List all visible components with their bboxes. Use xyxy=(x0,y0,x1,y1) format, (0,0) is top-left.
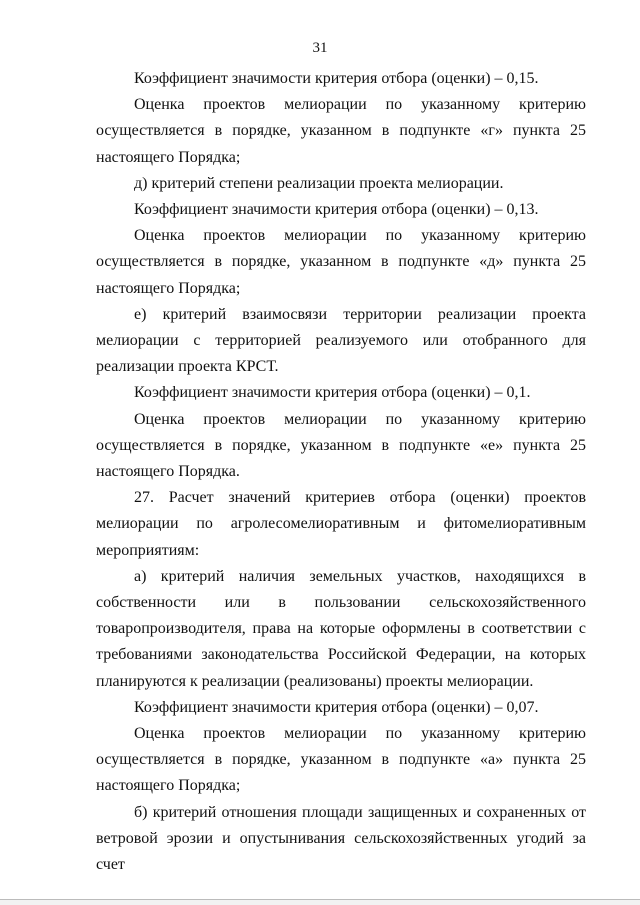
paragraph: Коэффициент значимости критерия отбора (оценки) – 0,07. xyxy=(134,698,539,716)
page-number: 31 xyxy=(312,40,328,56)
paragraph: д) критерий степени реализации проекта мелиорации. xyxy=(134,174,504,192)
paragraph: Оценка проектов мелиорации по указанному критерию осуществляется в порядке, указанном в подпункте «г» пункта 25 настоящего Порядка; xyxy=(96,96,586,166)
paragraph: Оценка проектов мелиорации по указанному критерию осуществляется в порядке, указанном в подпункте «д» пункта 25 настоящего Порядка; xyxy=(96,227,586,297)
paragraph: 27. Расчет значений критериев отбора (оценки) проектов мелиорации по агролесомелиоративным и фитомелиоративным мероприятиям: xyxy=(96,489,586,559)
paragraph: Оценка проектов мелиорации по указанному критерию осуществляется в порядке, указанном в подпункте «а» пункта 25 настоящего Порядка; xyxy=(96,725,586,795)
paragraph: б) критерий отношения площади защищенных и сохраненных от ветровой эрозии и опустынивания сельскохозяйственных угодий за счет xyxy=(96,803,586,874)
paragraph: Коэффициент значимости критерия отбора (оценки) – 0,13. xyxy=(134,201,539,219)
document-body xyxy=(96,66,586,878)
scan-edge xyxy=(0,899,640,905)
paragraph: Коэффициент значимости критерия отбора (оценки) – 0,15. xyxy=(134,70,539,87)
paragraph: а) критерий наличия земельных участков, находящихся в собственности или в пользовании сельскохозяйственного товаропроизводителя, права на которые оформлены в соответствии с требованиями законодательства Российской Федерации, на которых планируются к реализации (реализованы) проекты мелиорации. xyxy=(96,567,586,690)
paragraph: Оценка проектов мелиорации по указанному критерию осуществляется в порядке, указанном в подпункте «е» пункта 25 настоящего Порядка. xyxy=(96,410,586,481)
paragraph: е) критерий взаимосвязи территории реализации проекта мелиорации с территорией реализуемого или отобранного для реализации проекта КРСТ. xyxy=(96,305,586,376)
paragraph: Коэффициент значимости критерия отбора (оценки) – 0,1. xyxy=(134,384,531,402)
